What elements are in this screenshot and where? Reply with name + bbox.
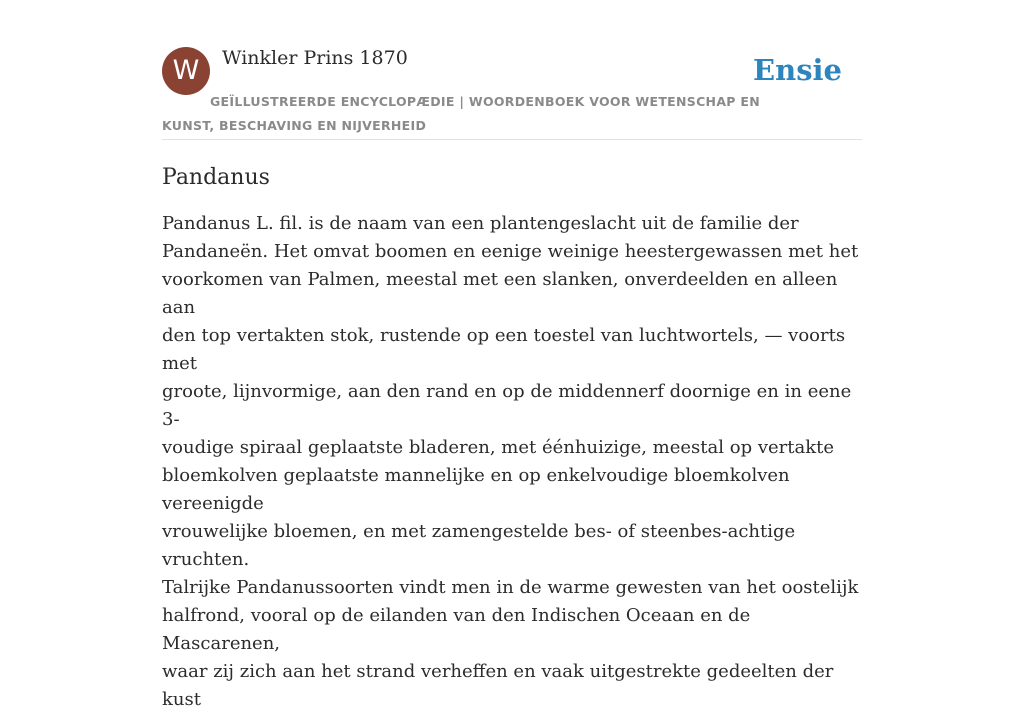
ensie-logo-link[interactable]: Ensie xyxy=(753,53,842,87)
source-subtitle: GEÏLLUSTREERDE ENCYCLOPÆDIE | WOORDENBOEK VOOR WETENSCHAP EN KUNST, BESCHAVING EN NIJVERHEID xyxy=(162,94,760,133)
entry-body: Pandanus L. fil. is de naam van een plantengeslacht uit de familie der Pandaneën. Het omvat boomen en eenige weinige heestergewassen met het voorkomen van Palmen, meestal met een slanken, onverdeelden en alleen aan den top vertakten stok, rustende op een toestel van luchtwortels, — voorts met groote, lijnvormige, aan den rand en op de middennerf doornige en in eene 3- voudige spiraal geplaatste bladeren, met éénhuizige, meestal op vertakte bloemkolven geplaatste mannelijke en op enkelvoudige bloemkolven vereenigde vrouwelijke bloemen, en met zamengestelde bes- of steenbes-achtige vruchten. Talrijke Pandanussoorten vindt men in de warme gewesten van het oostelijk halfrond, vooral op de eilanden van den Indischen Oceaan en de Mascarenen, waar zij zich aan het strand verheffen en vaak uitgestrekte gedeelten der kust xyxy=(162,213,859,710)
source-avatar[interactable]: W xyxy=(162,47,210,95)
source-title[interactable]: Winkler Prins 1870 xyxy=(222,47,408,69)
entry-title: Pandanus xyxy=(162,165,270,190)
article xyxy=(162,160,862,714)
source-header xyxy=(162,46,862,140)
